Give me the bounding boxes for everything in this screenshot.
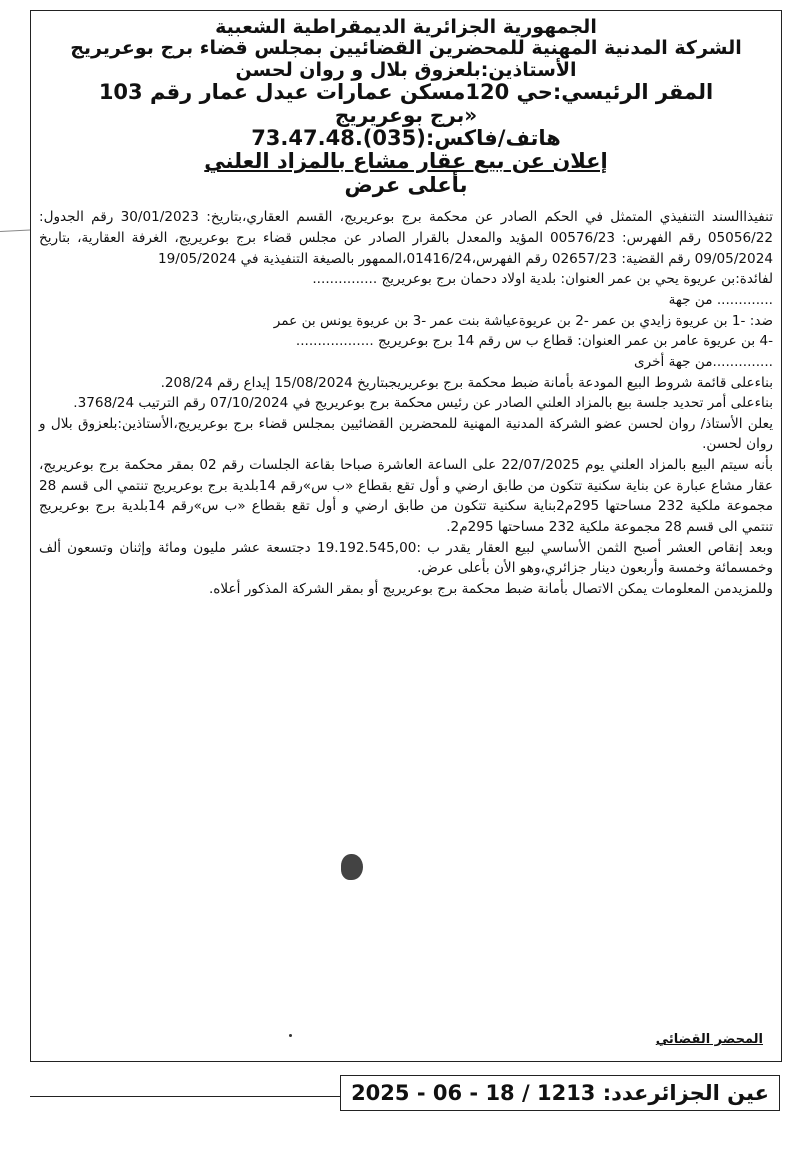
header-city: «برج بوعريريج xyxy=(334,103,478,128)
signature-label: المحضر القضائي xyxy=(655,1032,763,1047)
paragraph-beneficiary-end: ............. من جهة xyxy=(668,291,773,308)
announcement-title: إعلان عن بيع عقار مشاع بالمزاد العلني xyxy=(204,149,608,174)
footer-rule xyxy=(30,1096,340,1097)
header-address: المقر الرئيسي:حي 120مسكن عمارات عيدل عمار رقم 103 xyxy=(98,79,714,104)
header-company: الشركة المدنية المهنية للمحضرين القضائيين بمجلس قضاء برج بوعريريج xyxy=(70,37,742,60)
header-bailiffs: الأستاذين:بلعزوق بلال و روان لحسن xyxy=(235,58,577,81)
letterhead xyxy=(31,11,781,197)
paragraph-against-end: ..............من جهة أخرى xyxy=(633,353,773,370)
header-republic: الجمهورية الجزائرية الديمقراطية الشعبية xyxy=(215,16,597,38)
paragraph-order: بناءعلى أمر تحديد جلسة بيع بالمزاد العلني الصادر عن رئيس محكمة برج بوعريريج في 07/10/2024 رقم الترتيب 3768/24. xyxy=(73,395,773,412)
ink-blot-icon xyxy=(341,854,363,880)
announcement-body xyxy=(31,197,781,599)
paragraph-conditions: بناءعلى قائمة شروط البيع المودعة بأمانة ضبط محكمة برج بوعريريجبتاريخ 15/08/2024 إيداع رقم 208/24. xyxy=(160,374,773,391)
ink-dot-icon xyxy=(289,1034,292,1037)
paragraph-sale-details: بأنه سيتم البيع بالمزاد العلني يوم 22/07/2025 على الساعة العاشرة صباحا بقاعة الجلسات رقم 02 بمقر محكمة برج بوعريريج، عقار مشاع عبارة عن بناية سكنية تتكون من طابق ارضي و أول تقع بقطاع «ب س»رقم 14بلدية برج بوعريريج تنتمي الى قسم 28 مجموعة ملكية 232 مساحتها 295م2بناية سكنية تتكون من طابق ارضي و أول تقع بقطاع «ب س»رقم 14بلدية برج بوعريريج تنتمي الى قسم 28 مجموعة ملكية 232 مساحتها 295م2. xyxy=(39,457,773,536)
paragraph-executive-title: تنفيذاالسند التنفيذي المتمثل في الحكم الصادر عن محكمة برج بوعريريج، القسم العقاري،بتاريخ: 30/01/2023 رقم الجدول: 05056/22 رقم الفهرس: 00576/23 المؤيد والمعدل بالقرار الصادر عن مجلس قضاء برج بوعريريج، الغرفة العقارية، بتاريخ 09/05/2024 رقم القضية: 02657/23 رقم الفهرس،01416/24،الممهور بالصيغة التنفيذية في 19/05/2024 xyxy=(39,209,773,267)
paragraph-contact: وللمزيدمن المعلومات يمكن الاتصال بأمانة ضبط محكمة برج بوعريريج أو بمقر الشركة المذكور أعلاه. xyxy=(208,581,773,598)
publication-footer: عين الجزائرعدد: 1213 / 18 - 06 - 2025 xyxy=(340,1075,780,1111)
paragraph-against: ضد: -1 بن عريوة زايدي بن عمر -2 بن عريوةعياشة بنت عمر -3 بن عريوة يونس بن عمر xyxy=(273,312,773,329)
paragraph-price: وبعد إنقاص العشر أصبح الثمن الأساسي لبيع العقار يقدر ب :19.192.545,00 دجتسعة عشر مليون ومائة وإثنان وتسعون ألف وخمسمائة وخمسة وأربعون دينار جزائري،وهو الأن بأعلى عرض. xyxy=(39,539,773,577)
paragraph-against-4: -4 بن عريوة عامر بن عمر العنوان: قطاع ب س رقم 14 برج بوعريريج .................. xyxy=(295,333,773,350)
announcement-sheet xyxy=(30,10,782,1062)
header-phone: هاتف/فاكس:(035).73.47.48 xyxy=(251,125,561,150)
paragraph-announcer: يعلن الأستاذ/ روان لحسن عضو الشركة المدنية المهنية للمحضرين القضائيين بمجلس قضاء برج بوعريريج،الأستاذين:بلعزوق بلال و روان لحسن. xyxy=(39,415,773,453)
announcement-subtitle: بأعلى عرض xyxy=(344,172,468,197)
paragraph-beneficiary: لفائدة:بن عريوة يحي بن عمر العنوان: بلدية اولاد دحمان برج بوعريريج ............... xyxy=(312,271,773,288)
